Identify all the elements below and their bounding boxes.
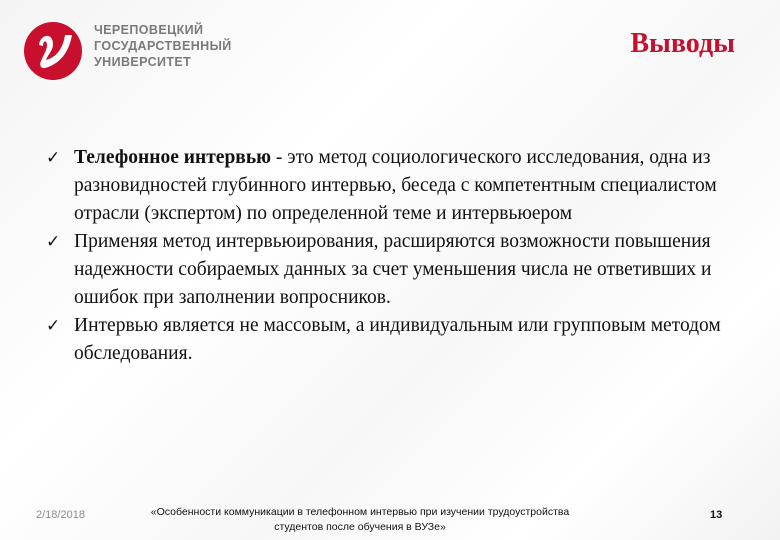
bullet-list	[44, 144, 754, 368]
checkmark-icon: ✓	[46, 316, 61, 336]
university-name-line: ГОСУДАРСТВЕННЫЙ	[94, 39, 232, 53]
university-logo-icon	[22, 20, 86, 82]
bullet-item	[44, 144, 754, 228]
bullet-item	[44, 312, 754, 368]
checkmark-icon: ✓	[46, 148, 61, 168]
checkmark-icon: ✓	[46, 232, 61, 252]
footer-citation-line: студентов после обучения в ВУЗе»	[274, 521, 446, 533]
footer-citation	[135, 505, 585, 535]
university-name-line: ЧЕРЕПОВЕЦКИЙ	[94, 23, 204, 37]
bullet-item	[44, 228, 754, 312]
bullet-text: Применяя метод интервьюирования, расширяются возможности повышения надежности собираемых данных за счет уменьшения числа не ответивших и ошибок при заполнении вопросников.	[74, 231, 712, 308]
university-name-line: УНИВЕРСИТЕТ	[94, 55, 192, 69]
footer-citation-line: «Особенности коммуникации в телефонном интервью при изучении трудоустройства	[150, 506, 570, 518]
footer-date: 2/18/2018	[36, 509, 85, 521]
slide-title: Выводы	[630, 28, 735, 59]
bullet-text: Интервью является не массовым, а индивидуальным или групповым методом обследования.	[74, 315, 721, 364]
bullet-text: - это метод социологического исследования, одна из разновидностей глубинного интервью, беседа с компетентным специалистом отрасли (экспертом) по определенной теме и интервьюером	[74, 147, 717, 224]
page-number: 13	[710, 509, 723, 521]
bullet-bold-term: Телефонное интервью	[74, 147, 272, 168]
university-name	[94, 22, 232, 70]
